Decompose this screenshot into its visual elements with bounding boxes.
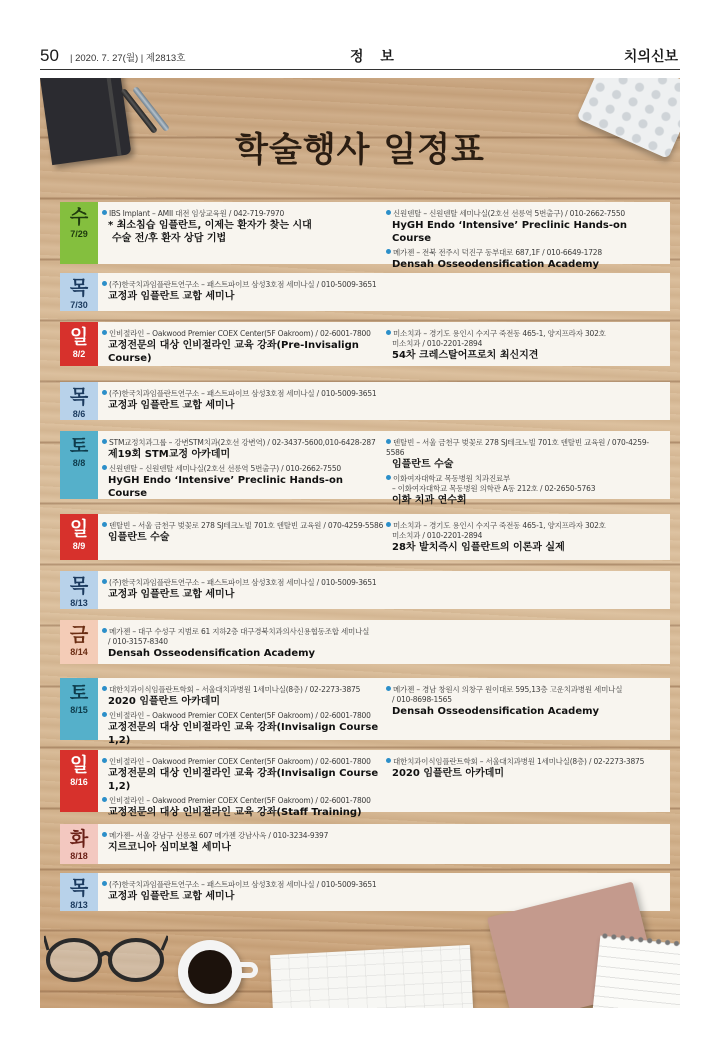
day-badge [60,322,98,366]
day-of-week: 금 [69,624,89,646]
event-date: 8/15 [70,705,88,715]
event-date: 8/14 [70,647,88,657]
bullet-icon [386,439,391,444]
event-item [102,685,384,708]
event-date: 8/2 [72,349,86,359]
event-date: 8/16 [70,777,88,787]
event-row [60,750,670,818]
day-of-week: 토 [69,435,89,457]
event-item [102,711,384,747]
bullet-icon [102,579,107,584]
event-info: 인비절라인 – Oakwood Premier COEX Center(5F Oakroom) / 02-6001-7800 [102,796,384,806]
event-column [102,578,642,604]
bullet-icon [386,522,391,527]
event-name: 2020 임플란트 아카데미 [392,768,505,779]
day-badge [60,873,98,911]
event-item [386,209,664,245]
section-name: 정 보 [350,49,400,65]
day-of-week: 토 [69,682,89,704]
event-item [102,521,384,544]
event-name: 교정전문의 대상 인비절라인 교육 강좌(Staff Training) [108,807,362,818]
event-date: 8/18 [70,851,88,861]
bullet-icon [386,475,391,480]
bullet-icon [102,758,107,763]
event-date: 8/13 [70,900,88,910]
day-badge [60,514,98,560]
event-column [102,209,384,248]
schedule-board [40,78,680,1008]
event-column [102,280,642,306]
event-column [386,685,664,721]
event-column [102,521,384,547]
newspaper-name: 치의신보 [623,49,678,65]
event-info: 이화여자대학교 목동병원 치과진료부 [386,474,664,484]
event-info: 인비절라인 – Oakwood Premier COEX Center(5F Oakroom) / 02-6001-7800 [102,757,384,767]
event-date: 8/6 [72,409,86,419]
event-item [102,209,384,245]
event-item [102,280,642,303]
event-item [102,627,642,660]
event-row [60,824,670,864]
event-info: 신원덴탈 – 신원덴탈 세미나실(2호선 선릉역 5번출구) / 010-2662-7550 [386,209,664,219]
paper-sheet [270,945,474,1008]
event-row [60,273,670,311]
day-of-week: 일 [69,326,89,348]
event-name: 교정과 임플란트 교합 세미나 [108,589,235,600]
event-item [386,474,664,507]
page-title: 학술행사 일정표 [235,130,485,170]
event-column [386,209,664,274]
day-badge [60,750,98,812]
event-name: 이화 치과 연수회 [392,495,467,506]
event-column [102,329,384,368]
event-name: 28차 발치즉시 임플란트의 이론과 실제 [392,542,565,553]
event-row [60,322,670,366]
notepad-icon [592,936,680,1008]
event-name: 임플란트 수술 [108,532,170,543]
event-name: Densah Osseodensification Academy [392,706,600,717]
glasses-icon [44,926,168,986]
bullet-icon [102,281,107,286]
event-column [102,685,384,750]
bullet-icon [386,758,391,763]
day-of-week: 목 [69,575,89,597]
bullet-icon [102,390,107,395]
event-info: / 010-3157-8340 [108,637,168,646]
event-info: 신원덴탈 – 신원덴탈 세미나실(2호선 선릉역 5번출구) / 010-2662-7550 [102,464,384,474]
event-info: 대한치과이식임플란트학회 – 서울대치과병원 1세미나실(8층) / 02-2273-3875 [386,757,664,767]
day-of-week: 수 [69,206,89,228]
day-of-week: 목 [69,386,89,408]
day-badge [60,431,98,499]
day-badge [60,824,98,864]
event-column [386,438,664,510]
event-info: 인비절라인 – Oakwood Premier COEX Center(5F Oakroom) / 02-6001-7800 [102,329,384,339]
event-item [386,438,664,471]
event-name: 교정과 임플란트 교합 세미나 [108,291,235,302]
event-item [386,685,664,718]
event-row [60,678,670,746]
page-header [40,44,680,70]
day-badge [60,202,98,264]
event-date: 7/29 [70,229,88,239]
event-name: Densah Osseodensification Academy [108,648,316,659]
bullet-icon [102,797,107,802]
event-name: 교정과 임플란트 교합 세미나 [108,891,235,902]
event-name: * 최소침습 임플란트, 이제는 환자가 찾는 시대 [108,220,312,231]
event-item [102,831,642,854]
cup-handle [236,962,258,978]
event-column [102,389,642,415]
event-info: 미소치과 / 010-2201-2894 [392,339,483,348]
event-item [102,796,384,819]
event-info: (주)한국치과임플란트연구소 – 패스트파이브 삼성3호점 세미나실 / 010-5009-3651 [102,280,642,290]
bullet-icon [102,712,107,717]
event-info: 미소치과 – 경기도 용인시 수지구 죽전동 465-1, 양지프라자 302호 [386,521,664,531]
event-date: 8/8 [72,458,86,468]
event-row [60,431,670,506]
event-name: 임플란트 수술 [392,459,454,470]
bullet-icon [386,210,391,215]
event-info: 대한치과이식임플란트학회 – 서울대치과병원 1세미나실(8층) / 02-2273-3875 [102,685,384,695]
event-info: (주)한국치과임플란트연구소 – 패스트파이브 삼성3호점 세미나실 / 010-5009-3651 [102,880,642,890]
event-name: 54차 크레스탈어프로치 최신지견 [392,350,539,361]
event-column [102,438,384,503]
bullet-icon [102,330,107,335]
event-row [60,382,670,420]
event-name: 교정전문의 대상 인비절라인 교육 강좌(Invisalign Course 1,2) [108,768,379,792]
event-item [102,464,384,500]
event-item [102,389,642,412]
event-info: – 이화여자대학교 목동병원 의학관 A동 212호 / 02-2650-5763 [392,484,596,493]
event-info: 덴탈빈 – 서울 금천구 벚꽃로 278 SJ테크노빌 701호 덴탈빈 교육원 / 070-4259-5586 [386,438,649,457]
event-item [386,757,664,780]
bullet-icon [386,686,391,691]
event-info: IBS Implant – AMII 대전 임상교육원 / 042-719-7970 [102,209,384,219]
event-item [102,329,384,365]
event-info: (주)한국치과임플란트연구소 – 패스트파이브 삼성3호점 세미나실 / 010-5009-3651 [102,389,642,399]
event-column [386,329,664,365]
event-column [386,521,664,557]
event-name: 2020 임플란트 아카데미 [108,696,221,707]
page-number: 50 [40,46,59,65]
event-info: (주)한국치과임플란트연구소 – 패스트파이브 삼성3호점 세미나실 / 010-5009-3651 [102,578,642,588]
bullet-icon [386,330,391,335]
event-info: 미소치과 – 경기도 용인시 수지구 죽전동 465-1, 양지프라자 302호 [386,329,664,339]
bullet-icon [102,522,107,527]
event-item [102,578,642,601]
event-name: 수술 전/후 환자 상담 기법 [112,233,227,244]
bullet-icon [102,439,107,444]
event-date: 7/30 [70,300,88,310]
event-column [386,757,664,783]
event-info: 덴탈빈 – 서울 금천구 벚꽃로 278 SJ테크노빌 701호 덴탈빈 교육원 / 070-4259-5586 [102,521,384,531]
coffee-cup-icon [178,940,242,1004]
bullet-icon [102,686,107,691]
event-date: 8/9 [72,541,86,551]
event-column [102,757,384,822]
event-name: 교정과 임플란트 교합 세미나 [108,400,235,411]
event-name: Densah Osseodensification Academy [392,259,600,270]
day-badge [60,273,98,311]
day-badge [60,382,98,420]
issue-meta: | 2020. 7. 27(월) | 제2813호 [70,53,186,64]
event-name: 교정전문의 대상 인비절라인 교육 강좌(Pre-Invisalign Course) [108,340,359,364]
day-of-week: 일 [69,518,89,540]
event-row [60,620,670,664]
event-name: 지르코니아 심미보철 세미나 [108,842,231,853]
event-row [60,571,670,609]
bullet-icon [102,881,107,886]
event-info: 메가젠 – 전북 전주시 덕진구 동부대로 687,1F / 010-6649-1728 [386,248,664,258]
event-info: 메가젠 – 경남 창원시 의창구 원이대로 595,13층 고운치과병원 세미나실 [386,685,664,695]
event-info: STM교정치과그룹 – 강변STM치과(2호선 강변역) / 02-3437-5600,010-6428-287 [102,438,384,448]
event-info: 미소치과 / 010-2201-2894 [392,531,483,540]
day-badge [60,571,98,609]
event-item [386,248,664,271]
day-of-week: 목 [69,877,89,899]
event-date: 8/13 [70,598,88,608]
day-of-week: 목 [69,277,89,299]
event-item [102,757,384,793]
bullet-icon [102,628,107,633]
event-row [60,514,670,560]
event-info: 메가젠– 서울 강남구 선릉로 607 메가젠 강남사옥 / 010-3234-9397 [102,831,642,841]
event-row [60,202,670,270]
event-item [386,521,664,554]
event-info: 인비절라인 – Oakwood Premier COEX Center(5F Oakroom) / 02-6001-7800 [102,711,384,721]
day-of-week: 일 [69,754,89,776]
event-info: / 010-8698-1565 [392,695,452,704]
event-item [102,438,384,461]
bullet-icon [386,249,391,254]
bullet-icon [102,832,107,837]
event-name: 교정전문의 대상 인비절라인 교육 강좌(Invisalign Course 1,2) [108,722,379,746]
event-name: HyGH Endo ‘Intensive’ Preclinic Hands-on Course [392,220,627,244]
event-column [102,831,642,857]
day-of-week: 화 [69,828,89,850]
event-info: 메가젠 – 대구 수성구 지범로 61 지하2층 대구경북치과의사신용협동조합 세미나실 [102,627,642,637]
event-column [102,627,642,663]
bullet-icon [102,465,107,470]
event-item [386,329,664,362]
day-badge [60,678,98,740]
event-name: 제19회 STM교정 아카데미 [108,449,231,460]
day-badge [60,620,98,664]
event-name: HyGH Endo ‘Intensive’ Preclinic Hands-on Course [108,475,343,499]
bullet-icon [102,210,107,215]
